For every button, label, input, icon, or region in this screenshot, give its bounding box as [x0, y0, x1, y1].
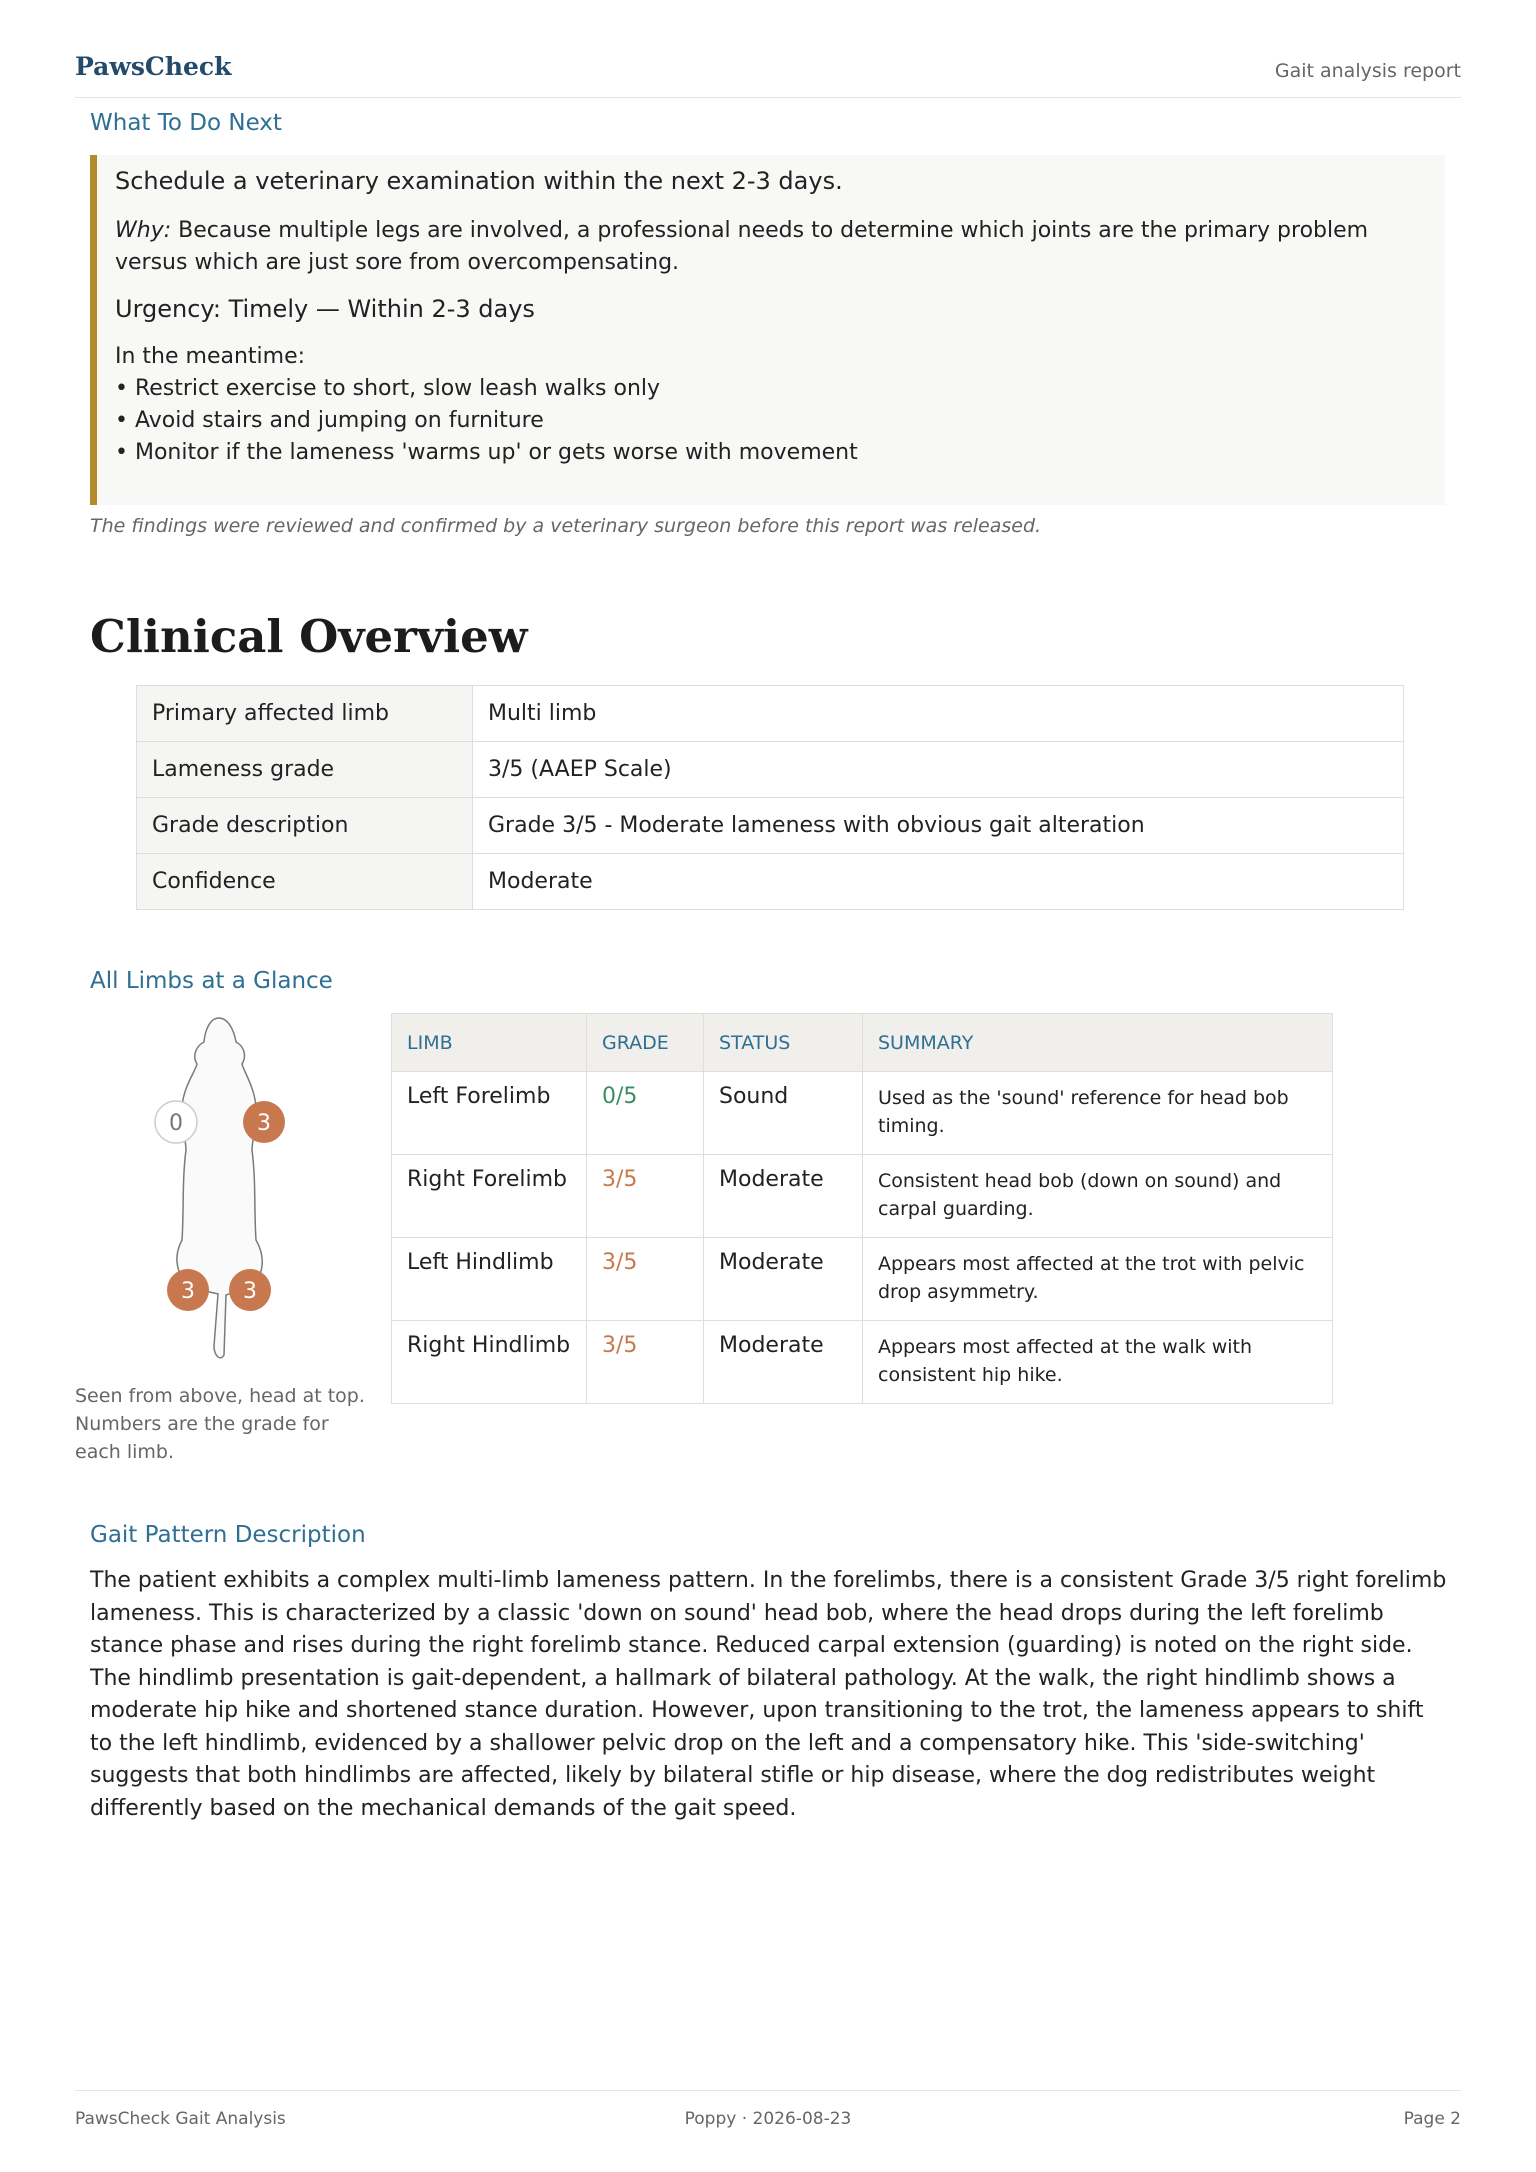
clinical-overview-table — [136, 685, 1404, 910]
gait-pattern-title: Gait Pattern Description — [90, 1522, 366, 1548]
limb-grade: 3/5 — [587, 1321, 704, 1404]
urgency-line: Urgency: Timely — Within 2-3 days — [115, 295, 535, 323]
column-header: GRADE — [587, 1014, 704, 1072]
page-footer — [75, 2090, 1461, 2131]
limb-grade: 3/5 — [587, 1238, 704, 1321]
report-type-label: Gait analysis report — [1274, 60, 1461, 82]
page-number: Page 2 — [1403, 2109, 1461, 2129]
limbs-glance-title: All Limbs at a Glance — [90, 968, 333, 994]
limb-name: Left Forelimb — [392, 1072, 587, 1155]
column-header: SUMMARY — [863, 1014, 1333, 1072]
reviewed-note: The findings were reviewed and confirmed by a veterinary surgeon before this report was released. — [90, 515, 1042, 537]
footer-brand: PawsCheck Gait Analysis — [75, 2109, 286, 2129]
meantime-item: • Monitor if the lameness 'warms up' or gets worse with movement — [115, 440, 858, 465]
limb-name: Right Hindlimb — [392, 1321, 587, 1404]
table-row — [137, 854, 1404, 910]
gait-pattern-text: The patient exhibits a complex multi-limb lameness pattern. In the forelimbs, there is a consistent Grade 3/5 right forelimb lameness. This is characterized by a classic 'down on sound' head bob, where the head drops during the left forelimb stance phase and rises during the right forelimb stance. Reduced carpal extension (guarding) is noted on the right side. The hindlimb presentation is gait-dependent, a hallmark of bilateral pathology. At the walk, the right hindlimb shows a moderate hip hike and shortened stance duration. However, upon transitioning to the trot, the lameness appears to shift to the left hindlimb, evidenced by a shallower pelvic drop on the left and a compensatory hike. This 'side-switching' suggests that both hindlimbs are affected, likely by bilateral stifle or hip disease, where the dog redistributes weight differently based on the mechanical demands of the gait speed. — [90, 1568, 1447, 1821]
overview-value: 3/5 (AAEP Scale) — [473, 742, 1404, 798]
limb-status: Moderate — [704, 1321, 863, 1404]
dog-top-view-figure — [140, 1010, 300, 1370]
meantime-title: In the meantime: — [115, 344, 306, 369]
why-text: Because multiple legs are involved, a professional needs to determine which joints are the primary problem versus which are just sore from overcompensating. — [115, 218, 1369, 275]
right-hindlimb-grade: 3 — [243, 1279, 257, 1304]
limb-status: Sound — [704, 1072, 863, 1155]
table-row — [137, 742, 1404, 798]
left-forelimb-grade: 0 — [169, 1111, 183, 1136]
overview-label: Grade description — [137, 798, 473, 854]
column-header: LIMB — [392, 1014, 587, 1072]
page-header — [75, 52, 1461, 98]
overview-label: Primary affected limb — [137, 686, 473, 742]
table-header-row — [392, 1014, 1333, 1072]
overview-label: Lameness grade — [137, 742, 473, 798]
limb-status: Moderate — [704, 1238, 863, 1321]
limb-summary: Used as the 'sound' reference for head bob timing. — [863, 1072, 1333, 1155]
recommended-action: Schedule a veterinary examination within the next 2-3 days. — [115, 167, 843, 195]
limb-summary: Consistent head bob (down on sound) and carpal guarding. — [863, 1155, 1333, 1238]
overview-label: Confidence — [137, 854, 473, 910]
table-row — [392, 1238, 1333, 1321]
limb-summary: Appears most affected at the walk with consistent hip hike. — [863, 1321, 1333, 1404]
next-steps-title: What To Do Next — [90, 110, 282, 136]
limb-name: Right Forelimb — [392, 1155, 587, 1238]
figure-caption: Seen from above, head at top. Numbers are the grade for each limb. — [75, 1385, 365, 1463]
limb-grade: 0/5 — [587, 1072, 704, 1155]
overview-value: Moderate — [473, 854, 1404, 910]
limb-grade: 3/5 — [587, 1155, 704, 1238]
meantime-item: • Restrict exercise to short, slow leash walks only — [115, 376, 661, 401]
clinical-overview-heading: Clinical Overview — [90, 610, 528, 663]
table-row — [392, 1072, 1333, 1155]
table-row — [392, 1321, 1333, 1404]
limb-status: Moderate — [704, 1155, 863, 1238]
limb-summary: Appears most affected at the trot with pelvic drop asymmetry. — [863, 1238, 1333, 1321]
table-row — [392, 1155, 1333, 1238]
why-label: Why: — [115, 218, 172, 243]
table-row — [137, 798, 1404, 854]
next-steps-callout — [90, 155, 1445, 505]
footer-patient-date: Poppy · 2026-08-23 — [684, 2109, 852, 2129]
left-hindlimb-grade: 3 — [181, 1279, 195, 1304]
why-explanation — [115, 215, 1415, 279]
overview-value: Multi limb — [473, 686, 1404, 742]
right-forelimb-grade: 3 — [257, 1111, 271, 1136]
limbs-table — [391, 1013, 1333, 1404]
brand-logo: PawsCheck — [75, 52, 232, 81]
meantime-item: • Avoid stairs and jumping on furniture — [115, 408, 544, 433]
table-row — [137, 686, 1404, 742]
column-header: STATUS — [704, 1014, 863, 1072]
limb-name: Left Hindlimb — [392, 1238, 587, 1321]
overview-value: Grade 3/5 - Moderate lameness with obvious gait alteration — [473, 798, 1404, 854]
